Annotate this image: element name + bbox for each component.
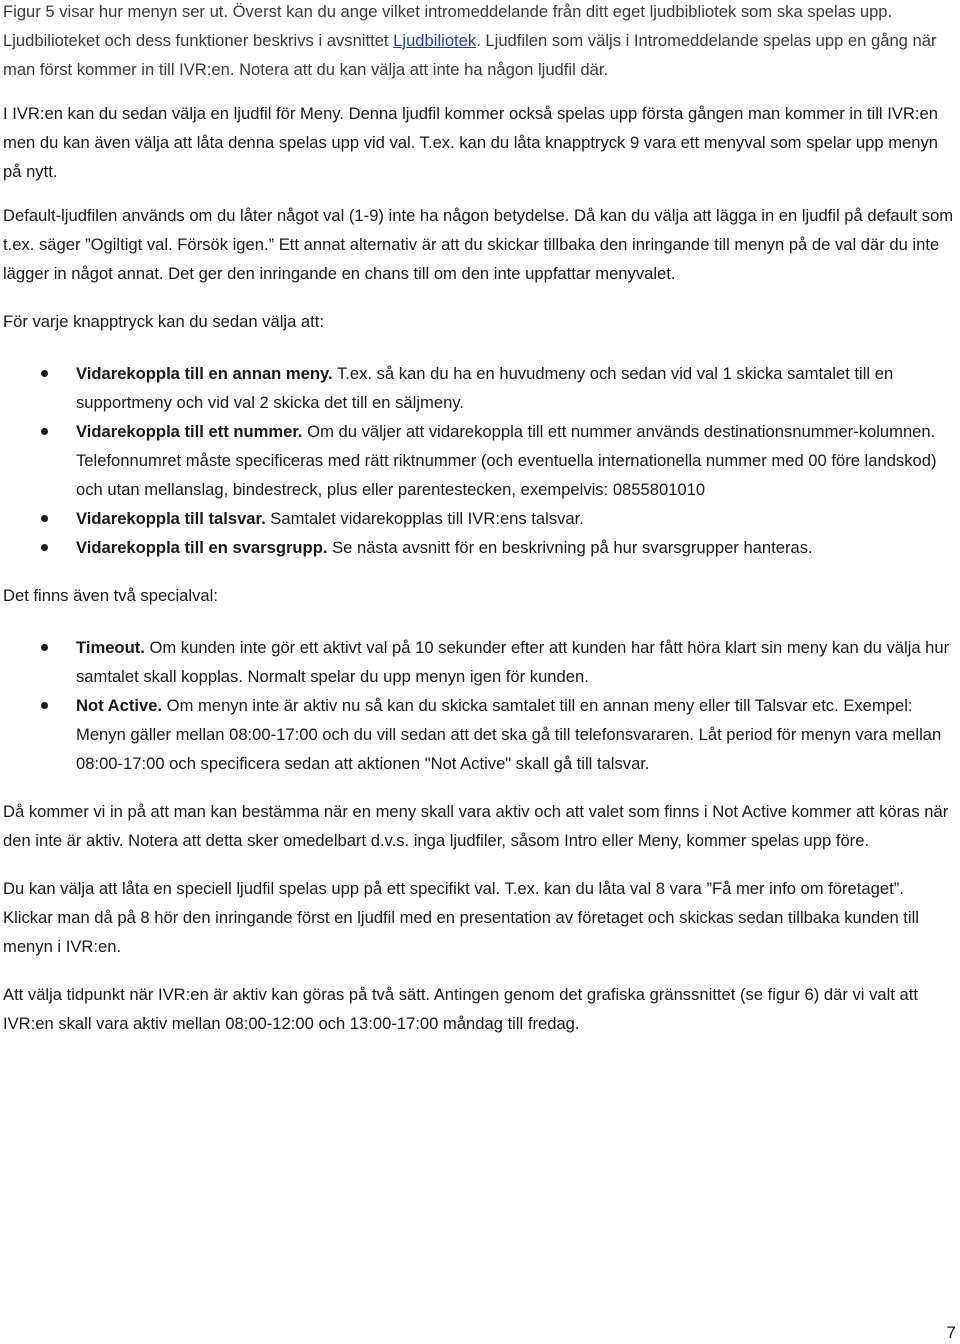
list-item <box>3 533 955 562</box>
paragraph-intro-text-b: . Ljudfilen som väljs i Intromeddelande spelas upp en gång när man först kommer in till IVR:en. Notera att du kan välja att inte ha någon ljudfil där. <box>3 31 937 79</box>
list-item <box>3 504 955 533</box>
paragraph-default: Default-ljudfilen används om du låter något val (1-9) inte ha någon betydelse. Då kan du välja att lägga in en ljudfil på default som t.ex. säger ”Ogiltigt val. Försök igen.” Ett annat alternativ är att du skickar tillbaka den inringande till menyn på de val där du inte lägger in något annat. Det ger den inringande en chans till om den inte uppfattar menyvalet. <box>3 206 954 283</box>
paragraph-time: Att välja tidpunkt när IVR:en är aktiv kan göras på två sätt. Antingen genom det grafiska gränssnittet (se figur 6) där vi valt att IVR:en skall vara aktiv mellan 08:00-12:00 och 13:00-17:00 måndag till fredag. <box>3 985 918 1033</box>
option-title: Not Active. <box>76 696 163 715</box>
paragraph-meny: I IVR:en kan du sedan välja en ljudfil för Meny. Denna ljudfil kommer också spelas upp första gången man kommer in till IVR:en men du kan även välja att låta denna spelas upp vid val. T.ex. kan du låta knapptryck 9 vara ett menyval som spelar upp menyn på nytt. <box>3 104 939 181</box>
option-title: Vidarekoppla till ett nummer. <box>76 422 303 441</box>
paragraph-intro <box>3 0 955 84</box>
option-text: Om du väljer att vidarekoppla till ett nummer används destinationsnummer-kolumnen. Telefonnumret måste specificeras med rätt riktnummer (och eventuella internationella nummer med 00 före landskod) och utan mellanslag, bindestreck, plus eller parentestecken, exempelvis: 0855801010 <box>76 422 937 499</box>
options-list <box>3 359 955 562</box>
document-page <box>3 0 955 1038</box>
special-options-list <box>3 633 955 778</box>
paragraph-intro-text-a: Figur 5 visar hur menyn ser ut. Överst kan du ange vilket intromeddelande från ditt eget ljudbibliotek som ska spelas upp. Ljudbilioteket och dess funktioner beskrivs i avsnittet <box>3 2 893 50</box>
option-text: Om kunden inte gör ett aktivt val på 10 sekunder efter att kunden har fått höra klart sin meny kan du välja hur samtalet skall kopplas. Normalt spelar du upp menyn igen för kunden. <box>76 638 950 686</box>
option-title: Vidarekoppla till en svarsgrupp. <box>76 538 328 557</box>
option-text: T.ex. så kan du ha en huvudmeny och sedan vid val 1 skicka samtalet till en supportmeny och vid val 2 skicka det till en säljmeny. <box>76 364 894 412</box>
paragraph-active: Då kommer vi in på att man kan bestämma när en meny skall vara aktiv och att valet som finns i Not Active kommer att köras när den inte är aktiv. Notera att detta sker omedelbart d.v.s. inga ljudfiler, såsom Intro eller Meny, kommer spelas upp före. <box>3 802 949 850</box>
link-ljudbiliotek[interactable]: Ljudbiliotek <box>393 31 477 50</box>
list-item <box>3 417 955 504</box>
option-title: Vidarekoppla till talsvar. <box>76 509 266 528</box>
option-title: Vidarekoppla till en annan meny. <box>76 364 333 383</box>
list-item <box>3 691 955 778</box>
list-item <box>3 359 955 417</box>
option-text: Se nästa avsnitt för en beskrivning på hur svarsgrupper hanteras. <box>327 538 813 557</box>
option-text: Om menyn inte är aktiv nu så kan du skicka samtalet till en annan meny eller till Talsvar etc. Exempel: Menyn gäller mellan 08:00-17:00 och du vill sedan att det ska gå till telefonsvararen. Låt period för menyn vara mellan 08:00-17:00 och specificera sedan att aktionen "Not Active" skall gå till talsvar. <box>76 696 942 773</box>
option-title: Timeout. <box>76 638 145 657</box>
list-item <box>3 633 955 691</box>
page-number: 7 <box>946 1323 956 1342</box>
paragraph-special: Det finns även två specialval: <box>3 586 218 605</box>
paragraph-choose: För varje knapptryck kan du sedan välja att: <box>3 312 324 331</box>
option-text: Samtalet vidarekopplas till IVR:ens talsvar. <box>265 509 584 528</box>
paragraph-special-sound: Du kan välja att låta en speciell ljudfil spelas upp på ett specifikt val. T.ex. kan du låta val 8 vara ”Få mer info om företaget”. Klickar man då på 8 hör den inringande först en ljudfil med en presentation av företaget och skickas sedan tillbaka kunden till menyn i IVR:en. <box>3 879 919 956</box>
